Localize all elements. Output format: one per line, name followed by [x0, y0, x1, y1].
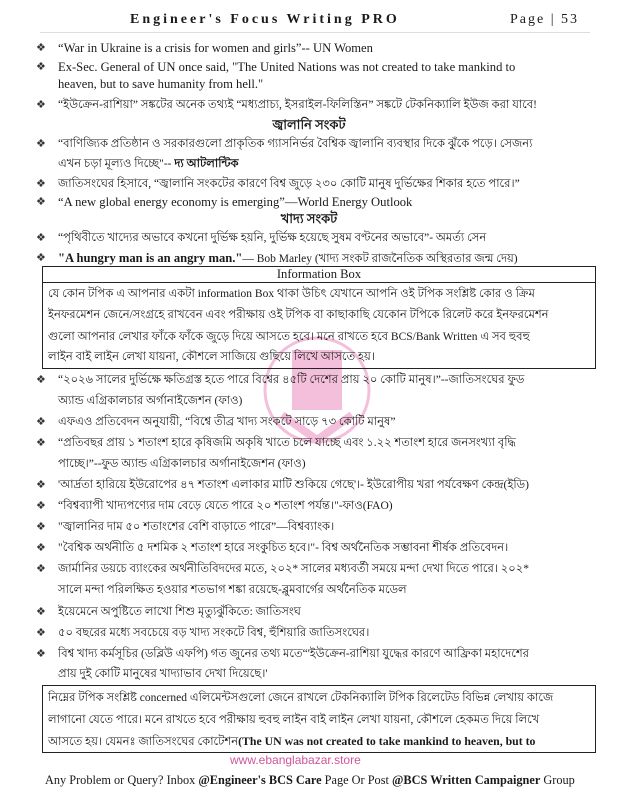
bullet-icon: ❖	[36, 196, 46, 208]
bullet-icon: ❖	[36, 542, 46, 554]
list-item: “২০২৬ সালের দুর্ভিক্ষে ক্ষতিগ্রস্ত হতে পারে বিশ্বের ৪৫টি দেশের প্রায় ২০ কোটি মানুষ।”--জাতিসংঘের ফুড	[58, 374, 525, 386]
bullet-icon: ❖	[36, 521, 46, 533]
footer-group-link[interactable]: @BCS Written Campaigner	[391, 773, 541, 787]
watermark-url: www.ebanglabazar.store	[230, 753, 361, 767]
list-item: জাতিসংঘের হিসাবে, “জ্বালানি সংকটের কারণে বিশ্ব জুড়ে ২৩০ কোটি মানুষ দুর্ভিক্ষের শিকার হতে পারে।”	[58, 178, 520, 190]
bullet-icon: ❖	[36, 500, 46, 512]
list-item	[58, 250, 518, 267]
bullet-icon: ❖	[36, 178, 46, 190]
list-item: “ইউক্রেন-রাশিয়া” সঙ্কটের অনেক তথ্যই “মধ্যপ্রাচ্য, ইসরাইল-ফিলিস্তিন” সঙ্কটে টেকনিক্যালি ইউজ করা যাবে!	[58, 99, 538, 111]
note-box-line: নিম্নের টপিক সংশ্লিষ্ট concerned এলিমেন্টসগুলো জেনে রাখলে টেকনিক্যালি টপিক রিলেটেড বিভিন্ন লেখায় কাজে	[48, 692, 554, 704]
list-item: “A new global energy economy is emerging”—World Energy Outlook	[58, 195, 413, 209]
list-item: বিশ্ব খাদ্য কর্মসূচির (ডব্লিউ এফপি) গত জুনের তথ্য মতে“'ইউক্রেন-রাশিয়া যুদ্ধের কারণে আফ্রিকা মহাদেশের	[58, 648, 529, 660]
note-box-line	[48, 733, 535, 750]
info-box-line: যে কোন টপিক এ আপনার একটা information Box থাকা উচিৎ যেখানে আপনি ওই টপিক সংশ্লিষ্ট কোর ও ক্রিম	[48, 288, 535, 300]
bullet-icon: ❖	[36, 606, 46, 618]
list-item: “পৃথিবীতে খাদ্যের অভাবে কখনো দুর্ভিক্ষ হয়নি, দুর্ভিক্ষ হয়েছে সুষম বণ্টনের অভাবে”- অমর্ত্য সেন	[58, 232, 487, 244]
quote-text: "A hungry man is an angry man."	[58, 251, 243, 265]
list-item-cont	[58, 156, 239, 172]
bullet-icon: ❖	[36, 252, 46, 264]
footer-text: Any Problem or Query? Inbox	[45, 773, 199, 787]
list-item-cont: পাচ্ছে।”--ফুড অ্যান্ড এগ্রিকালচার অর্গানাইজেশন (ফাও)	[58, 458, 306, 470]
list-item: জার্মানির ডয়চে ব্যাংকের অর্থনীতিবিদদের মতে, ২০২* সালের মধ্যবর্তী সময়ে মন্দা দেখা দিতে পারে। ২০২*	[58, 563, 529, 575]
bullet-icon: ❖	[36, 42, 46, 54]
footer-text: Page Or Post	[321, 773, 392, 787]
list-item: “War in Ukraine is a crisis for women and girls”-- UN Women	[58, 41, 373, 55]
info-box-line: লাইন বাই লাইন লেখা যায়না, কৌশলে সাজিয়ে গুছিয়ে লিখে আসতে হয়।	[48, 351, 375, 363]
section-heading-energy: জ্বালানি সংকট	[272, 117, 346, 132]
bullet-icon: ❖	[36, 627, 46, 639]
bullet-icon: ❖	[36, 563, 46, 575]
info-box-line: ইনফরমেশন জেনে/সংগ্রহে রাখবেন এবং পরীক্ষায় ওই টপিক বা কাছাকাছি যেকোন টপিকে রিলেট করে ইনফরমেশন	[48, 309, 549, 321]
quote-source: দ্য আটলান্টিক	[174, 158, 239, 170]
bullet-icon: ❖	[36, 232, 46, 244]
quote-source: — Bob Marley (খাদ্য সংকট রাজনৈতিক অস্থিরতার জন্ম দেয়)	[242, 253, 518, 265]
bullet-icon: ❖	[36, 138, 46, 150]
list-item: “বাণিজ্যিক প্রতিষ্ঠান ও সরকারগুলো প্রাকৃতিক গ্যাসনির্ভর বৈশ্বিক জ্বালানি ব্যবস্থার দিকে ঝুঁকে পড়ে। সেজন্য	[58, 138, 533, 150]
section-heading-food: খাদ্য সংকট	[280, 211, 338, 226]
info-box-title: Information Box	[43, 267, 595, 283]
bullet-icon: ❖	[36, 437, 46, 449]
bullet-icon: ❖	[36, 416, 46, 428]
list-item: Ex-Sec. General of UN once said, "The United Nations was not created to take mankind to	[58, 60, 516, 74]
list-item: "জ্বালানির দাম ৫০ শতাংশের বেশি বাড়াতে পারে”—বিশ্বব্যাংক।	[58, 521, 335, 533]
list-item: ৫০ বছরের মধ্যে সবচেয়ে বড় খাদ্য সংকটে বিশ্ব, হুঁশিয়ারি জাতিসংঘের।	[58, 627, 370, 639]
quote-text: এখন চড়া মূল্যও দিচ্ছে"--	[58, 158, 175, 170]
list-item-cont: অ্যান্ড এগ্রিকালচার অর্গানাইজেশন (ফাও)	[58, 395, 243, 407]
header-title: Engineer's Focus Writing PRO	[130, 12, 400, 27]
list-item-cont: heaven, but to save humanity from hell."	[58, 77, 264, 91]
list-item: "বৈশ্বিক অর্থনীতি ৫ দশমিক ২ শতাংশ হারে সংকুচিত হবে।"- বিশ্ব অর্থনৈতিক সম্ভাবনা শীর্ষক প্রতিবেদন।	[58, 542, 509, 554]
list-item: ইয়েমেনে অপুষ্টিতে লাখো শিশু মৃত্যুঝুঁকিতে: জাতিসংঘ	[58, 606, 301, 618]
list-item-cont: প্রায় দুই কোটি মানুষের খাদ্যাভাব দেখা দিয়েছে।'	[58, 668, 268, 680]
list-item: “প্রতিবছর প্রায় ১ শতাংশ হারে কৃষিজমি অকৃষি খাতে চলে যাচ্ছে এবং ১.২২ শতাংশ হারে জনসংখ্যা বৃদ্ধি	[58, 437, 516, 449]
note-box-line: লাগানো যেতে পারে। মনে রাখতে হবে পরীক্ষায় হুবহু লাইন বাই লাইন লেখা যায়না, কৌশলে হেকমত দিয়ে লিখে	[48, 714, 540, 726]
list-item-cont: সালে মন্দা পরিলক্ষিত হওয়ার শতভাগ শঙ্কা রয়েছে-ব্লুমবার্গের অর্থনৈতিক মডেল	[58, 584, 407, 596]
page-number: Page | 53	[510, 12, 580, 27]
list-item: এফএও প্রতিবেদন অনুযায়ী, “বিশ্বে তীব্র খাদ্য সংকটে সাড়ে ৭৩ কোটি মানুষ”	[58, 416, 396, 428]
note-quote: (The UN was not created to take mankind to heaven, but to	[238, 734, 536, 748]
page-footer	[45, 773, 575, 788]
list-item: “বিশ্বব্যাপী খাদ্যপণ্যের দাম বেড়ে যেতে পারে ২০ শতাংশ পর্যন্ত।"-ফাও(FAO)	[58, 500, 393, 512]
footer-page-link[interactable]: @Engineer's BCS Care	[198, 773, 322, 787]
footer-text: Group	[540, 773, 575, 787]
bullet-icon: ❖	[36, 648, 46, 660]
bullet-icon: ❖	[36, 99, 46, 111]
header-rule	[40, 32, 590, 33]
bullet-icon: ❖	[36, 479, 46, 491]
list-item: 'আর্দ্রতা হারিয়ে ইউরোপের ৪৭ শতাংশ এলাকার মাটি শুকিয়ে গেছে'।- ইউরোপীয় খরা পর্যবেক্ষণ কেন্দ্র(ইডি)	[58, 479, 529, 491]
bullet-icon: ❖	[36, 61, 46, 73]
bullet-icon: ❖	[36, 374, 46, 386]
info-box-line: গুলো আপনার লেখার ফাঁকে ফাঁকে জুড়ে দিয়ে আসতে হবে। মনে রাখতে হবে BCS/Bank Written এ সব হুবহু	[48, 331, 530, 343]
note-text: আসতে হয়। যেমনঃ জাতিসংঘের কোটেশন	[48, 736, 239, 748]
